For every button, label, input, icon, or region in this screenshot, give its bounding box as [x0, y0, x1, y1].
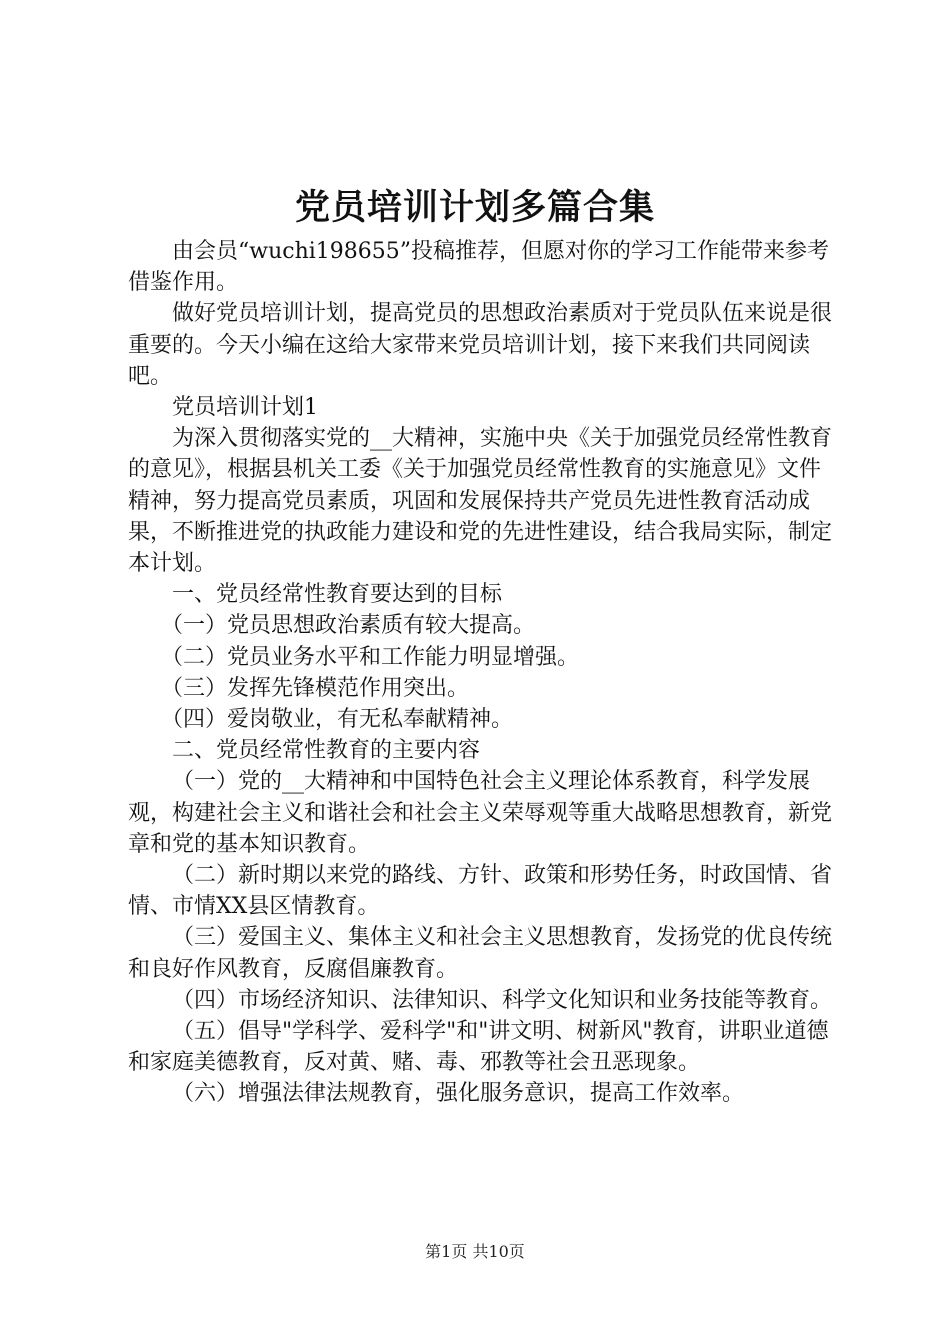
content-item-5: （五）倡导"学科学、爱科学"和"讲文明、树新风"教育，讲职业道德和家庭美德教育，反对黄、赌、毒、邪教等社会丑恶现象。: [128, 1019, 829, 1076]
content-item-4: （四）市场经济知识、法律知识、科学文化知识和业务技能等教育。: [172, 987, 833, 1013]
content-item-6: （六）增强法律法规教育，强化服务意识，提高工作效率。: [172, 1081, 745, 1107]
goal-item-3: （三）发挥先锋模范作用突出。: [161, 675, 470, 701]
paragraph-intro-contributor: 由会员“wuchi198655”投稿推荐，但愿对你的学习工作能带来参考借鉴作用。: [128, 239, 830, 296]
paragraph-intro-importance: 做好党员培训计划，提高党员的思想政治素质对于党员队伍来说是很重要的。今天小编在这给大家带来党员培训计划，接下来我们共同阅读吧。: [128, 301, 833, 389]
page-number-footer: 第1页 共10页: [425, 1242, 525, 1261]
content-item-1: （一）党的__大精神和中国特色社会主义理论体系教育，科学发展观，构建社会主义和谐社会和社会主义荣辱观等重大战略思想教育，新党章和党的基本知识教育。: [128, 769, 833, 857]
section-heading-plan-1: 党员培训计划1: [172, 395, 318, 421]
paragraph-plan-purpose: 为深入贯彻落实党的__大精神，实施中央《关于加强党员经常性教育的意见》，根据县机关工委《关于加强党员经常性教育的实施意见》文件精神，努力提高党员素质，巩固和发展保持共产党员先进性教育活动成果，不断推进党的执政能力建设和党的先进性建设，结合我局实际，制定本计划。: [128, 426, 833, 577]
content-item-2: （二）新时期以来党的路线、方针、政策和形势任务，时政国情、省情、市情XX县区情教育。: [128, 863, 833, 920]
content-item-3: （三）爱国主义、集体主义和社会主义思想教育，发扬党的优良传统和良好作风教育，反腐倡廉教育。: [128, 925, 833, 982]
section-heading-content: 二、党员经常性教育的主要内容: [172, 738, 481, 764]
document-title: 党员培训计划多篇合集: [294, 188, 655, 228]
goal-item-1: （一）党员思想政治素质有较大提高。: [161, 613, 536, 639]
section-heading-goals: 一、党员经常性教育要达到的目标: [172, 582, 503, 608]
goal-item-4: （四）爱岗敬业，有无私奉献精神。: [161, 707, 514, 733]
goal-item-2: （二）党员业务水平和工作能力明显增强。: [161, 644, 580, 670]
document-body: [128, 236, 838, 1110]
